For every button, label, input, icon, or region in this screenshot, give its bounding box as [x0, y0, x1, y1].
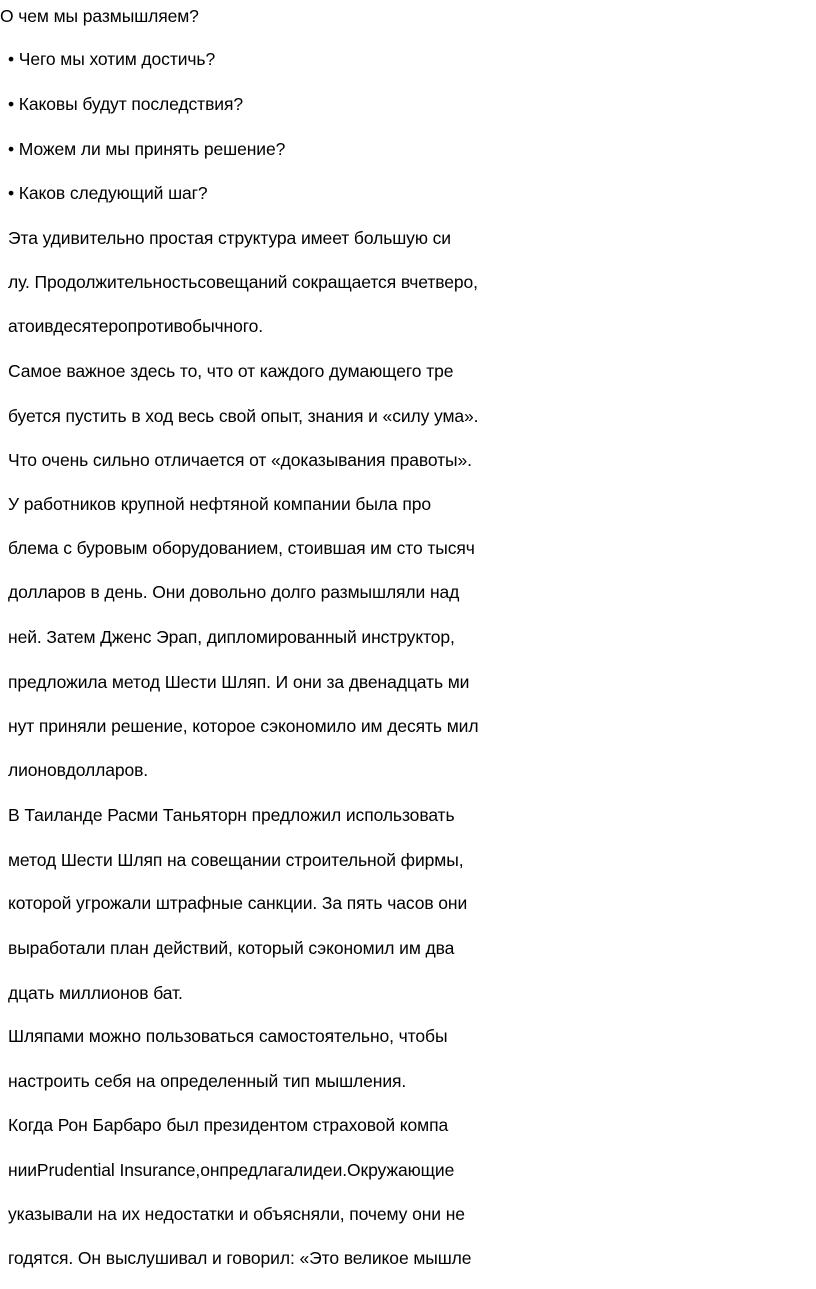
body-line: долларов в день. Они довольно долго размышляли над	[8, 582, 460, 602]
question-item: • Можем ли мы принять решение?	[8, 139, 286, 159]
body-line: атоивдесятеропротивобычного.	[8, 316, 264, 336]
body-line: лу. Продолжительностьсовещаний сокращается вчетверо,	[8, 272, 478, 292]
body-line: Эта удивительно простая структура имеет большую си	[8, 228, 451, 248]
question-item: • Чего мы хотим достичь?	[8, 49, 216, 69]
body-line: Когда Рон Барбаро был президентом страховой компа	[8, 1115, 449, 1135]
body-line: дцать миллионов бат.	[8, 983, 183, 1003]
body-line: У работников крупной нефтяной компании была про	[8, 494, 431, 514]
body-line: нииPrudential Insurance,онпредлагалидеи.Окружающие	[8, 1160, 455, 1180]
body-line: Шляпами можно пользоваться самостоятельно, чтобы	[8, 1026, 448, 1046]
body-line: буется пустить в ход весь свой опыт, знания и «силу ума».	[8, 406, 479, 426]
body-line: нут приняли решение, которое сэкономило им десять мил	[8, 716, 479, 736]
body-line: указывали на их недостатки и объясняли, почему они не	[8, 1204, 465, 1224]
body-line: выработали план действий, который сэкономил им два	[8, 938, 455, 958]
body-line: которой угрожали штрафные санкции. За пять часов они	[8, 893, 468, 913]
body-line: лионовдолларов.	[8, 760, 149, 780]
question-item: • Каковы будут последствия?	[8, 94, 243, 114]
body-line: блема с буровым оборудованием, стоившая им сто тысяч	[8, 538, 475, 558]
body-line: ней. Затем Дженс Эрап, дипломированный инструктор,	[8, 627, 455, 647]
body-line: предложила метод Шести Шляп. И они за двенадцать ми	[8, 672, 470, 692]
body-line: метод Шести Шляп на совещании строительной фирмы,	[8, 850, 464, 870]
body-line: Что очень сильно отличается от «доказывания правоты».	[8, 450, 472, 470]
body-line: Самое важное здесь то, что от каждого думающего тре	[8, 361, 454, 381]
heading: О чем мы размышляем?	[0, 6, 199, 26]
question-item: • Каков следующий шаг?	[8, 183, 208, 203]
body-line: годятся. Он выслушивал и говорил: «Это великое мышле	[8, 1248, 472, 1268]
body-line: настроить себя на определенный тип мышления.	[8, 1071, 407, 1091]
body-line: В Таиланде Расми Таньяторн предложил использовать	[8, 805, 455, 825]
